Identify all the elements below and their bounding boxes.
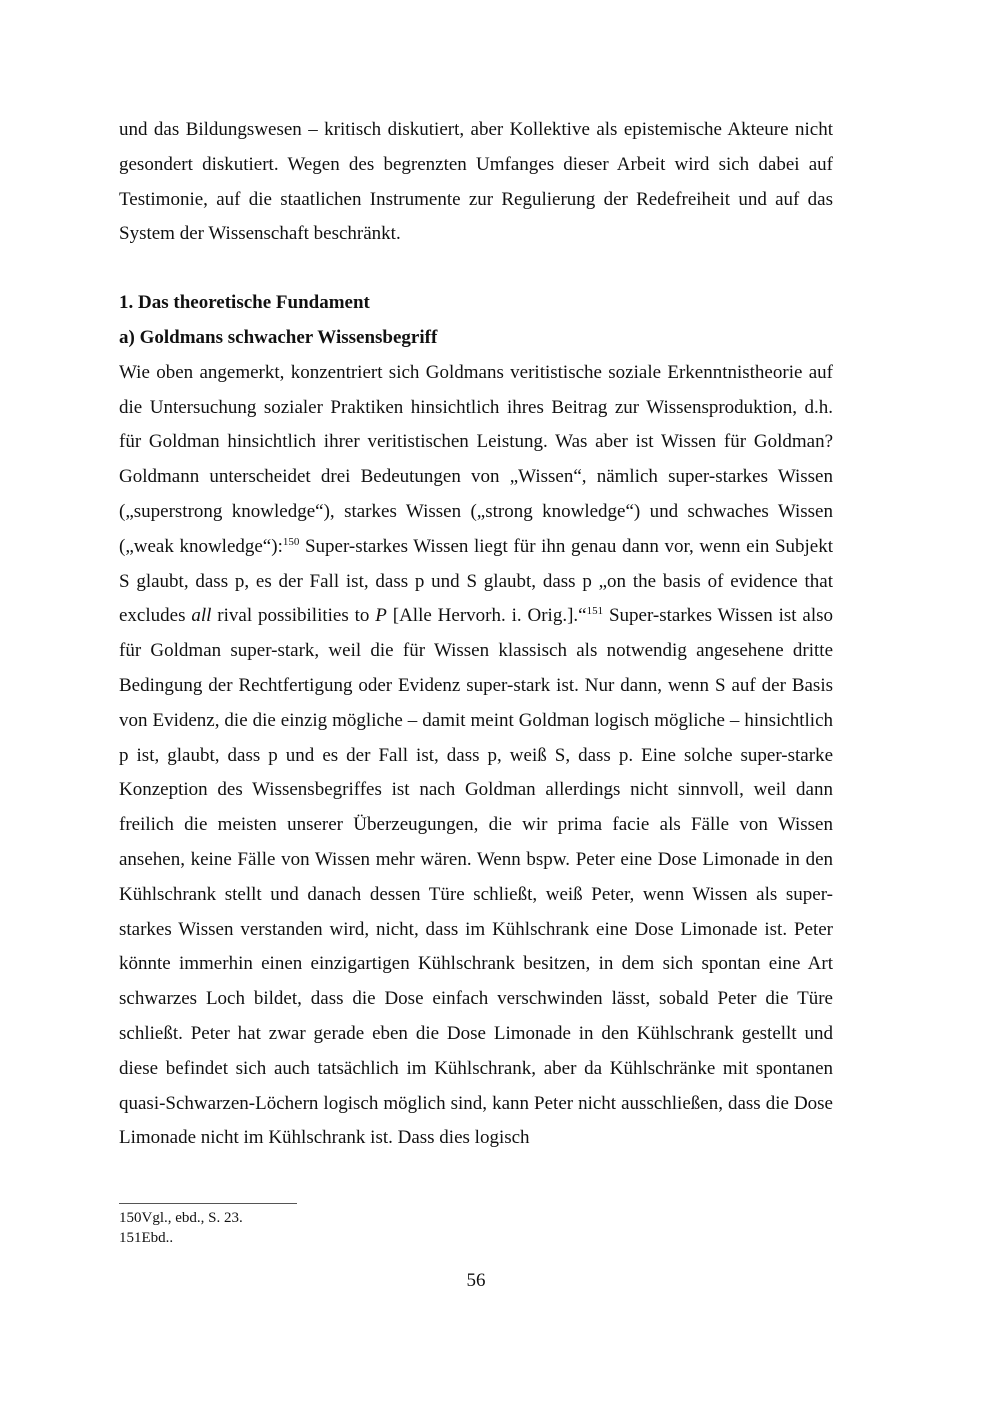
footnotes-section bbox=[119, 1203, 833, 1248]
body-text-segment: Super-starkes Wissen liegt für ihn genau dann vor, wenn ein Subjekt S glaubt, dass p, es der Fall ist, dass p und S glaubt, dass p „on the basis of evidence that excludes bbox=[119, 535, 833, 627]
footnote-item: 150Vgl., ebd., S. 23. bbox=[119, 1210, 243, 1226]
footnote-reference: 150 bbox=[282, 535, 300, 548]
footnote-divider bbox=[119, 1203, 297, 1204]
footnote-reference: 151 bbox=[586, 605, 604, 618]
body-paragraph bbox=[119, 356, 833, 1156]
emphasis-text: P bbox=[375, 605, 387, 627]
intro-paragraph: und das Bildungswesen – kritisch diskutiert, aber Kollektive als epistemische Akteure nicht gesondert diskutiert. Wegen des begrenzten Umfanges dieser Arbeit wird sich dabei auf Testimonie, auf die staatlichen Instrumente zur Regulierung der Redefreiheit und auf das System der Wissenschaft beschränkt. bbox=[119, 119, 833, 245]
body-text-segment: Super-starkes Wissen ist also für Goldman super-stark, weil die für Wissen klassisch als notwendig angesehene dritte Bedingung der Rechtfertigung oder Evidenz super-stark ist. Nur dann, wenn S auf der Basis von Evidenz, die die einzig mögliche – damit meint Goldman logisch mögliche – hinsichtlich p ist, glaubt, dass p und es der Fall ist, dass p, weiß S, dass p. Eine solche super-starke Konzeption des Wissensbegriffes ist nach Goldman allerdings nicht sinnvoll, weil dann freilich die meisten unserer Überzeugungen, die wir prima facie als Fälle von Wissen ansehen, keine Fälle von Wissen mehr wären. Wenn bspw. Peter eine Dose Limonade in den Kühlschrank stellt und danach dessen Türe schließt, weiß Peter, wenn Wissen als super-starkes Wissen verstanden wird, nicht, dass im Kühlschrank eine Dose Limonade ist. Peter könnte immerhin einen einzigartigen Kühlschrank besitzen, in dem sich spontan eine Art schwarzes Loch bildet, dass die Dose einfach verschwinden lässt, sobald Peter die Türe schließt. Peter hat zwar gerade eben die Dose Limonade in den Kühlschrank gestellt und diese befindet sich auch tatsächlich im Kühlschrank, aber da Kühlschränke mit spontanen quasi-Schwarzen-Löchern logisch möglich sind, kann Peter nicht ausschließen, dass die Dose Limonade nicht im Kühlschrank ist. Dass dies logisch bbox=[119, 605, 833, 1149]
body-text-segment: rival possibilities to bbox=[211, 605, 376, 627]
section-heading: 1. Das theoretische Fundament bbox=[119, 292, 370, 314]
body-text-segment: Wie oben angemerkt, konzentriert sich Goldmans veritistische soziale Erkenntnistheorie auf die Untersuchung sozialer Praktiken hinsichtlich ihres Beitrag zur Wissensproduktion, d.h. für Goldman hinsichtlich ihrer veritistischen Leistung. Was aber ist Wissen für Goldman? Goldmann unterscheidet drei Bedeutungen von „Wissen“, nämlich super-starkes Wissen („superstrong knowledge“), starkes Wissen („strong knowledge“) und schwaches Wissen („weak knowledge“): bbox=[119, 361, 833, 557]
footnote-item: 151Ebd.. bbox=[119, 1230, 174, 1246]
page-content bbox=[119, 113, 833, 1156]
subsection-heading: a) Goldmans schwacher Wissensbegriff bbox=[119, 326, 438, 348]
body-text-segment: [Alle Hervorh. i. Orig.].“ bbox=[386, 605, 587, 627]
emphasis-text: all bbox=[191, 605, 212, 627]
page-number: 56 bbox=[466, 1270, 486, 1291]
